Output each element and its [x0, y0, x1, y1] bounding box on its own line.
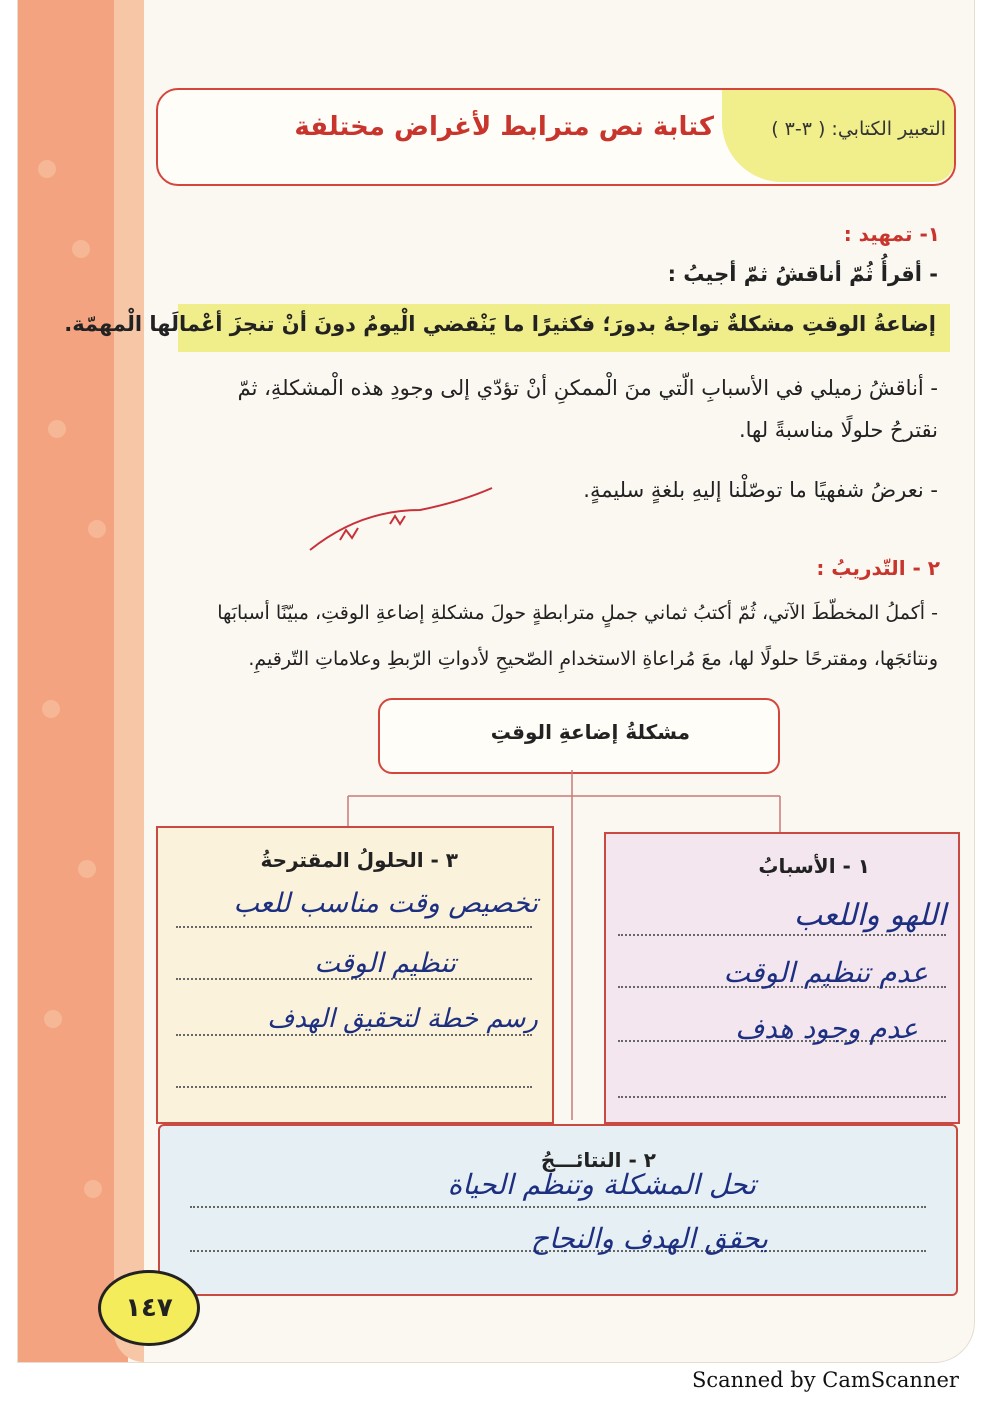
cause-answer-3: عدم وجود هدف [735, 1012, 918, 1045]
diagram-center-title: مشكلةُ إضاعةِ الوقتِ [490, 720, 690, 744]
strip-dot [72, 240, 90, 258]
decorative-strip-edge [114, 0, 144, 1362]
strip-dot [44, 1010, 62, 1028]
page-number-badge: ١٤٧ [98, 1270, 200, 1346]
discussion-point-1-cont: نقترحُ حلولًا مناسبةً لها. [738, 418, 938, 442]
intro-instruction: - أقرأُ ثُمّ أناقشُ ثمّ أجيبُ : [667, 262, 938, 286]
cause-answer-2: عدم تنظيم الوقت [723, 956, 928, 989]
title-label-tab [722, 90, 954, 182]
section-label: التعبير الكتابي: ( ٣-٣ ) [771, 118, 946, 140]
strip-dot [84, 1180, 102, 1198]
causes-title: ١ - الأسبابُ [758, 854, 870, 878]
result-answer-2: يحقق الهدف والنجاح [530, 1222, 768, 1255]
intro-heading: ١- تمهيد : [843, 222, 940, 246]
cause-answer-1: اللهو واللعب [793, 898, 946, 933]
discussion-point-1: - أناقشُ زميلي في الأسبابِ الّتي منَ الْممكنِ أنْ تؤدّي إلى وجودِ هذه الْمشكلةِ، ثمّ [237, 376, 938, 400]
answer-line [176, 926, 532, 928]
answer-line [618, 1096, 946, 1098]
discussion-point-2: - نعرضُ شفهيًا ما توصّلْنا إليهِ بلغةٍ سليمةٍ. [583, 478, 938, 502]
causes-box [604, 832, 960, 1124]
strip-dot [78, 860, 96, 878]
solution-answer-1: تخصيص وقت مناسب للعب [233, 888, 538, 919]
strip-dot [88, 520, 106, 538]
answer-line [618, 934, 946, 936]
results-box [158, 1124, 958, 1296]
solution-answer-3: رسم خطة لتحقيق الهدف [267, 1004, 538, 1034]
answer-line [176, 1086, 532, 1088]
result-answer-1: تحل المشكلة وتنظم الحياة [447, 1168, 756, 1201]
answer-line [176, 1034, 532, 1036]
solution-answer-2: تنظيم الوقت [314, 948, 456, 979]
strip-dot [48, 420, 66, 438]
strip-dot [38, 160, 56, 178]
training-instruction-1: - أكملُ المخطّطَ الآتي، ثُمّ أكتبُ ثماني جملٍ مترابطةٍ حولَ مشكلةِ إضاعةِ الوقتِ، مبيّنًا أسبابَها [217, 602, 938, 624]
training-heading: ٢ - التّدريبُ : [816, 556, 940, 580]
lesson-title: كتابة نص مترابط لأغراض مختلفة [294, 112, 714, 142]
results-title: ٢ - النتائـــجُ [540, 1148, 656, 1172]
highlight-text: إضاعةُ الوقتِ مشكلةٌ تواجهُ بدورَ؛ فكثيرًا ما يَنْقضي الْيومُ دونَ أنْ تنجزَ أعْمالَها الْمهمّة. [64, 312, 936, 336]
solutions-title: ٣ - الحلولُ المقترحةُ [260, 848, 458, 872]
decorative-side-strip [18, 0, 128, 1362]
solutions-box [156, 826, 554, 1124]
scanner-footer: Scanned by CamScanner [692, 1368, 959, 1392]
strip-dot [42, 700, 60, 718]
red-pen-annotation [300, 470, 500, 560]
answer-line [190, 1206, 926, 1208]
diagram-center-box [378, 698, 780, 774]
training-instruction-2: ونتائجَها، ومقترحًا حلولًا لها، معَ مُراعاةِ الاستخدامِ الصّحيحِ لأدواتِ الرّبطِ وعلاماتِ التّرقيمِ. [248, 648, 938, 670]
lesson-title-box [156, 88, 956, 186]
